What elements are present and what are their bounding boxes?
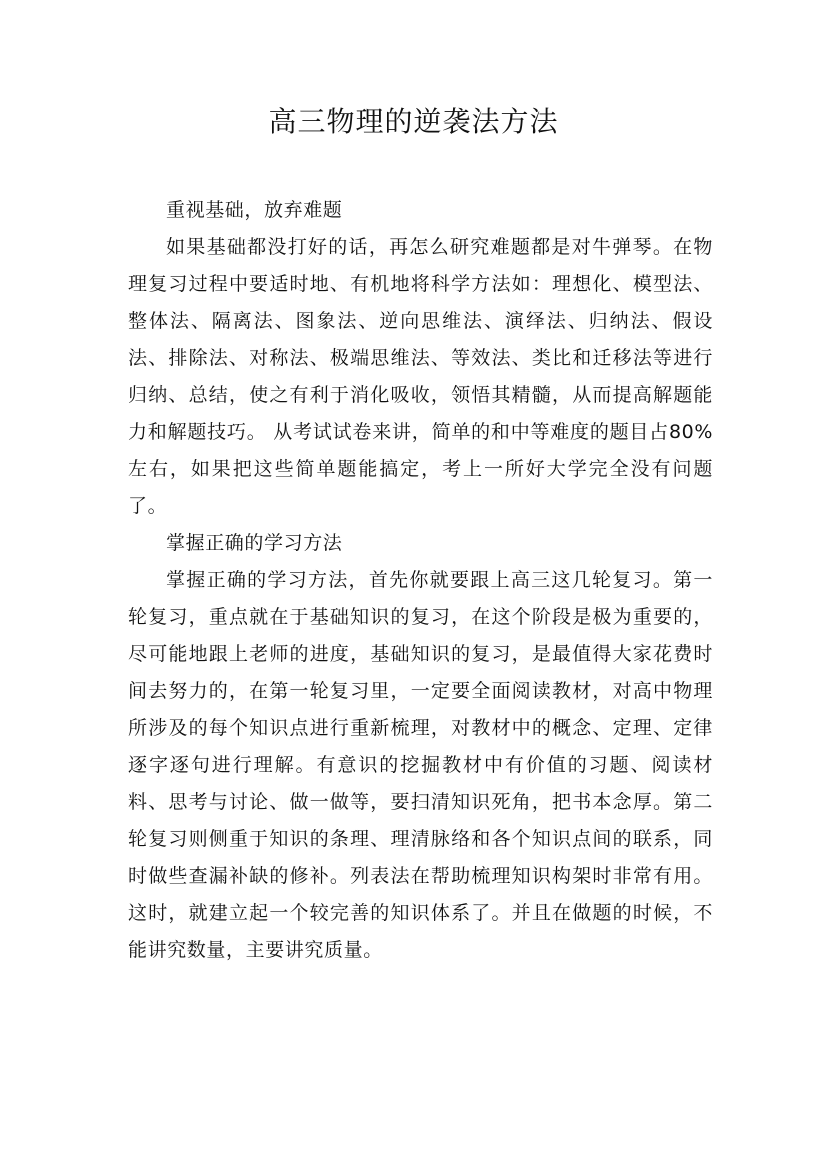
document-title: 高三物理的逆袭法方法 bbox=[268, 105, 559, 138]
section-paragraph-1: 如果基础都没打好的话，再怎么研究难题都是对牛弹琴。在物理复习过程中要适时地、有机地将科学方法如：理想化、模型法、整体法、隔离法、图象法、逆向思维法、演绎法、归纳法、假设法、排除法、对称法、极端思维法、等效法、类比和迁移法等进行归纳、总结，使之有利于消化吸收，领悟其精髓，从而提高解题能力和解题技巧。 从考试试卷来讲，简单的和中等难度的题目占80%左右，如果把这些简单题能搞定，考上一所好大学完全没有问题了。 bbox=[128, 236, 713, 517]
section-heading-1: 重视基础，放弃难题 bbox=[166, 199, 343, 221]
document-body bbox=[128, 192, 713, 969]
section-paragraph-2: 掌握正确的学习方法，首先你就要跟上高三这几轮复习。第一轮复习，重点就在于基础知识的复习，在这个阶段是极为重要的，尽可能地跟上老师的进度，基础知识的复习，是最值得大家花费时间去努力的，在第一轮复习里，一定要全面阅读教材，对高中物理所涉及的每个知识点进行重新梳理，对教材中的概念、定理、定律逐字逐句进行理解。有意识的挖掘教材中有价值的习题、阅读材料、思考与讨论、做一做等，要扫清知识死角，把书本念厚。第二轮复习则侧重于知识的条理、理清脉络和各个知识点间的联系，同时做些查漏补缺的修补。列表法在帮助梳理知识构架时非常有用。这时，就建立起一个较完善的知识体系了。并且在做题的时候，不能讲究数量，主要讲究质量。 bbox=[128, 569, 713, 961]
section-heading-2: 掌握正确的学习方法 bbox=[166, 532, 343, 554]
